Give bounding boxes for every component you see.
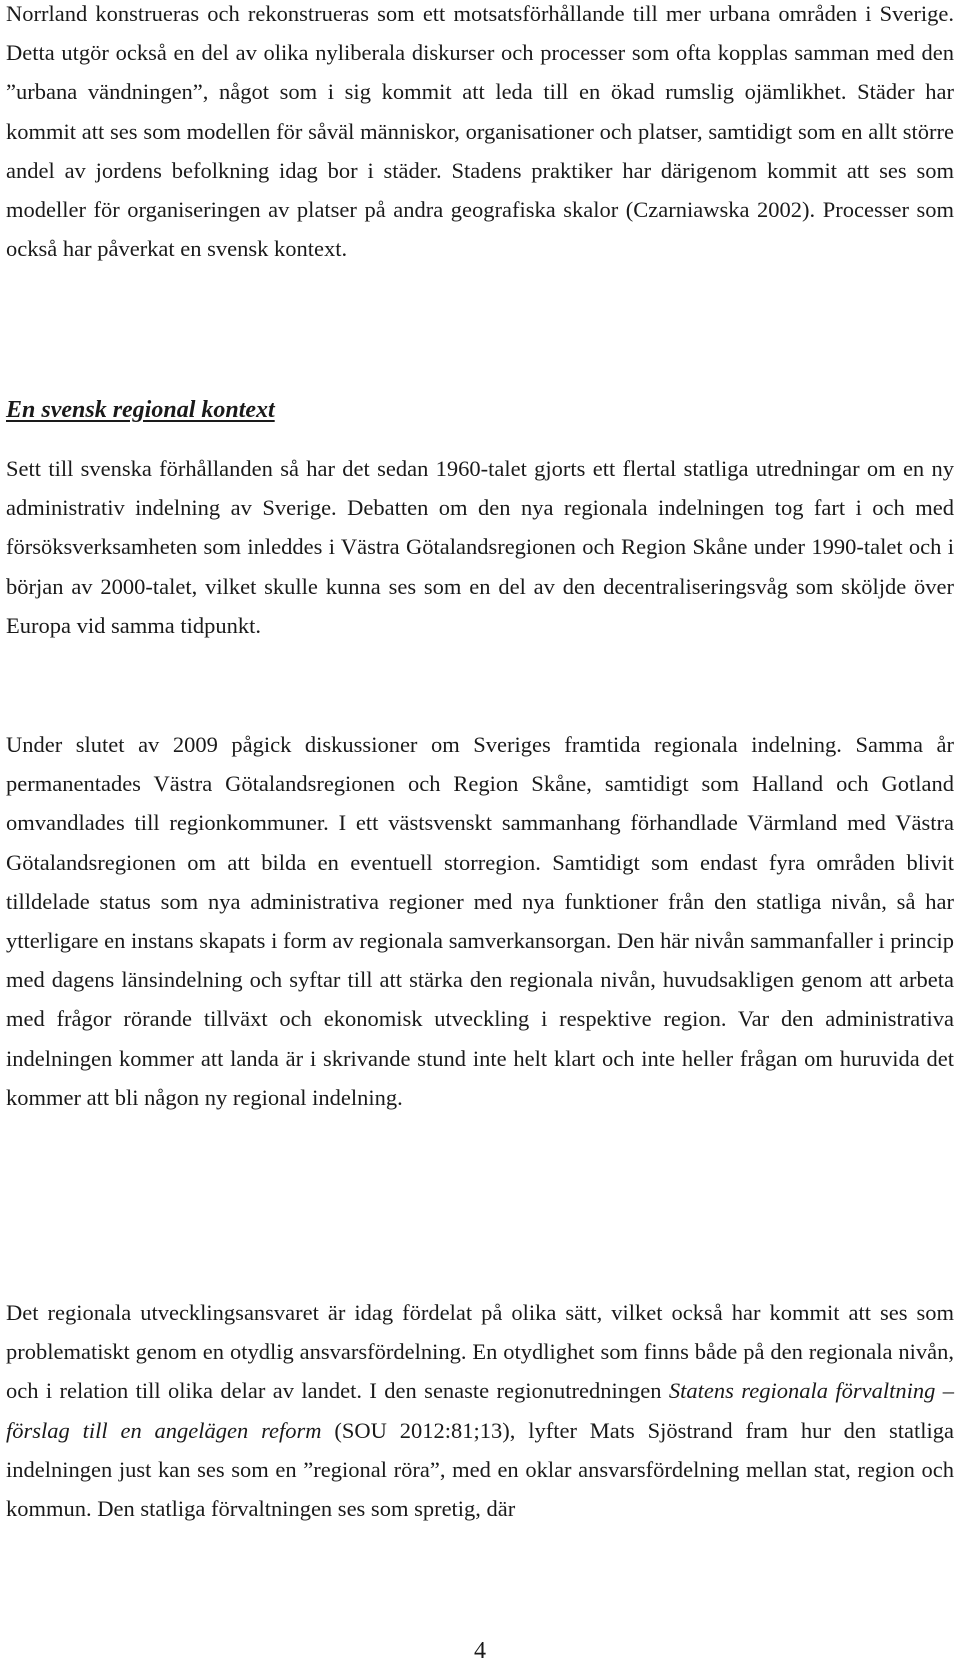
page-number: 4 [474,1638,486,1664]
paragraph-text-part: Det regionala utvecklingsansvaret är idag fördelat på olika sätt, vilket också har kommit att ses som problematiskt genom en otydlig ansvarsfördelning. En otydlighet som finns både på den regionala nivån, och i relation till olika delar av landet. I den senaste regionutredningen [6,1300,954,1404]
section-heading: En svensk regional kontext [6,397,275,423]
report-title: Statens regionala förvaltning – förslag till en angelägen reform [6,1378,954,1443]
paragraph-swedish-conditions: Sett till svenska förhållanden så har det sedan 1960-talet gjorts ett flertal statliga utredningar om en ny administrativ indelning av Sverige. Debatten om den nya regionala indelningen tog fart i och med försöksverksamheten som inleddes i Västra Götalandsregionen och Region Skåne under 1990-talet och i början av 2000-talet, vilket skulle kunna ses som en del av den decentraliseringsvåg som sköljde över Europa vid samma tidpunkt. [6,456,954,638]
paragraph-regional-responsibility [6,1293,954,1528]
paragraph-norrland: Norrland konstrueras och rekonstrueras som ett motsatsförhållande till mer urbana områden i Sverige. Detta utgör också en del av olika nyliberala diskurser och processer som ofta kopplas samman med den ”urbana vändningen”, något som i sig kommit att leda till en ökad rumslig ojämlikhet. Städer har kommit att ses som modellen för såväl människor, organisationer och platser, samtidigt som en allt större andel av jordens befolkning idag bor i städer. Stadens praktiker har därigenom kommit att ses som modeller för organiseringen av platser på andra geografiska skalor (Czarniawska 2002). Processer som också har påverkat en svensk kontext. [6,1,954,262]
paragraph-regional-division-2009: Under slutet av 2009 pågick diskussioner om Sveriges framtida regionala indelning. Samma år permanentades Västra Götalandsregionen och Region Skåne, samtidigt som Halland och Gotland omvandlades till regionkommuner. I ett västsvenskt sammanhang förhandlade Värmland med Västra Götalandsregionen om att bilda en eventuell storregion. Samtidigt som endast fyra områden blivit tilldelade status som nya administrativa regioner med nya funktioner från den statliga nivån, så har ytterligare en instans skapats i form av regionala samverkansorgan. Den här nivån sammanfaller i princip med dagens länsindelning och syftar till att stärka den regionala nivån, huvudsakligen genom att arbeta med frågor rörande tillväxt och ekonomisk utveckling i respektive region. Var den administrativa indelningen kommer att landa är i skrivande stund inte helt klart och inte heller frågan om huruvida det kommer att bli någon ny regional indelning. [6,732,954,1110]
paragraph-text-part: (SOU 2012:81;13), lyfter Mats Sjöstrand fram hur den statliga indelningen just kan ses som en ”regional röra”, med en oklar ansvarsfördelning mellan stat, region och kommun. Den statliga förvaltningen ses som spretig, där [6,1417,954,1522]
